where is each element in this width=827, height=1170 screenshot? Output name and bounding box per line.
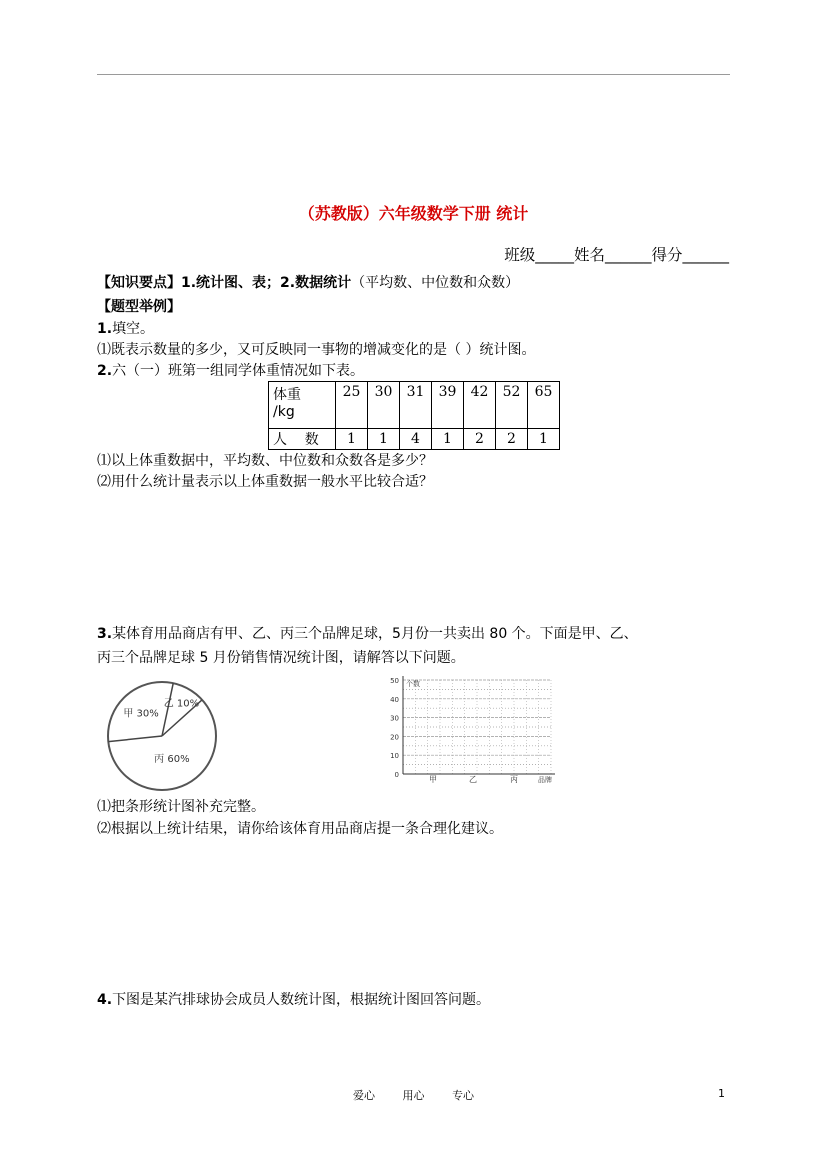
weight-header-b: /kg xyxy=(273,404,295,420)
table-cell: 2 xyxy=(496,429,528,450)
table-cell: 52 xyxy=(496,382,528,429)
q2-sub1: ⑴以上体重数据中，平均数、中位数和众数各是多少？ xyxy=(97,453,433,469)
footer-motto xyxy=(0,1087,827,1103)
weight-header-a: 体重 xyxy=(273,387,301,403)
q2-heading xyxy=(97,362,364,380)
pie-chart-group xyxy=(108,682,216,790)
weight-header-cell xyxy=(269,382,336,429)
table-cell: 31 xyxy=(400,382,432,429)
footer-item: 用心 xyxy=(402,1089,425,1102)
table-cell: 4 xyxy=(400,429,432,450)
count-header-cell: 人 数 xyxy=(269,429,336,450)
y-tick-label: 0 xyxy=(394,771,399,779)
table-cell: 2 xyxy=(464,429,496,450)
q1-number: 1. xyxy=(97,321,113,337)
q1-title: 填空。 xyxy=(112,321,155,337)
pie-chart xyxy=(100,674,230,794)
x-axis-label: 品牌 xyxy=(538,776,552,784)
knowledge-note: （平均数、中位数和众数） xyxy=(351,275,520,291)
header-rule xyxy=(97,74,730,75)
q3-line1 xyxy=(97,625,638,643)
table-cell: 25 xyxy=(336,382,368,429)
page-number: 1 xyxy=(718,1087,725,1100)
q3-text-line1: 某体育用品商店有甲、乙、丙三个品牌足球，5月份一共卖出 80 个。下面是甲、乙、 xyxy=(112,626,638,642)
table-cell: 39 xyxy=(432,382,464,429)
bar-chart-group xyxy=(390,676,555,784)
table-cell: 65 xyxy=(528,382,560,429)
q3-sub2: ⑵根据以上统计结果，请你给该体育用品商店提一条合理化建议。 xyxy=(97,821,503,837)
table-cell: 1 xyxy=(432,429,464,450)
q4-heading xyxy=(97,991,490,1009)
examples-label: 【题型举例】 xyxy=(97,299,181,315)
table-cell: 1 xyxy=(336,429,368,450)
table-row-weights xyxy=(269,382,560,429)
footer-item: 专心 xyxy=(452,1089,474,1102)
pie-slice-label: 甲 30% xyxy=(123,708,159,720)
q3-sub1: ⑴把条形统计图补充完整。 xyxy=(97,799,265,815)
y-axis-label: 个数 xyxy=(406,680,420,688)
y-tick-label: 20 xyxy=(390,733,399,742)
knowledge-items: 1.统计图、表；2.数据统计 xyxy=(181,275,352,291)
q3-line2: 丙三个品牌足球 5 月份销售情况统计图，请解答以下问题。 xyxy=(97,650,465,666)
x-tick-label: 丙 xyxy=(510,775,518,784)
footer-item: 爱心 xyxy=(353,1089,375,1102)
table-cell: 1 xyxy=(528,429,560,450)
knowledge-label: 【知识要点】 xyxy=(97,275,181,291)
table-cell: 1 xyxy=(368,429,400,450)
pie-slice-label: 乙 10% xyxy=(163,698,200,710)
knowledge-points xyxy=(97,274,519,292)
q1-item1: ⑴既表示数量的多少，又可反映同一事物的增减变化的是（ ）统计图。 xyxy=(97,342,536,358)
student-info-line: 班级_____姓名______得分______ xyxy=(504,246,729,264)
table-row-counts xyxy=(269,429,560,450)
weight-table xyxy=(268,381,560,450)
page-title: （苏教版）六年级数学下册 统计 xyxy=(298,204,529,223)
table-cell: 30 xyxy=(368,382,400,429)
q1-heading xyxy=(97,320,154,338)
table-cell: 42 xyxy=(464,382,496,429)
y-tick-label: 10 xyxy=(390,752,399,761)
q2-sub2: ⑵用什么统计量表示以上体重数据一般水平比较合适？ xyxy=(97,474,433,490)
q4-text: 下图是某汽排球协会成员人数统计图，根据统计图回答问题。 xyxy=(112,992,491,1008)
x-tick-label: 乙 xyxy=(469,775,477,784)
q2-title: 六（一）班第一组同学体重情况如下表。 xyxy=(112,363,365,379)
q3-number: 3. xyxy=(97,626,113,642)
q2-number: 2. xyxy=(97,363,113,379)
pie-slice-label: 丙 60% xyxy=(154,754,190,766)
y-tick-label: 40 xyxy=(390,695,399,704)
bar-chart xyxy=(385,672,560,792)
y-tick-label: 50 xyxy=(390,677,399,685)
y-tick-label: 30 xyxy=(390,714,399,723)
q4-number: 4. xyxy=(97,992,113,1008)
x-tick-label: 甲 xyxy=(429,775,437,784)
